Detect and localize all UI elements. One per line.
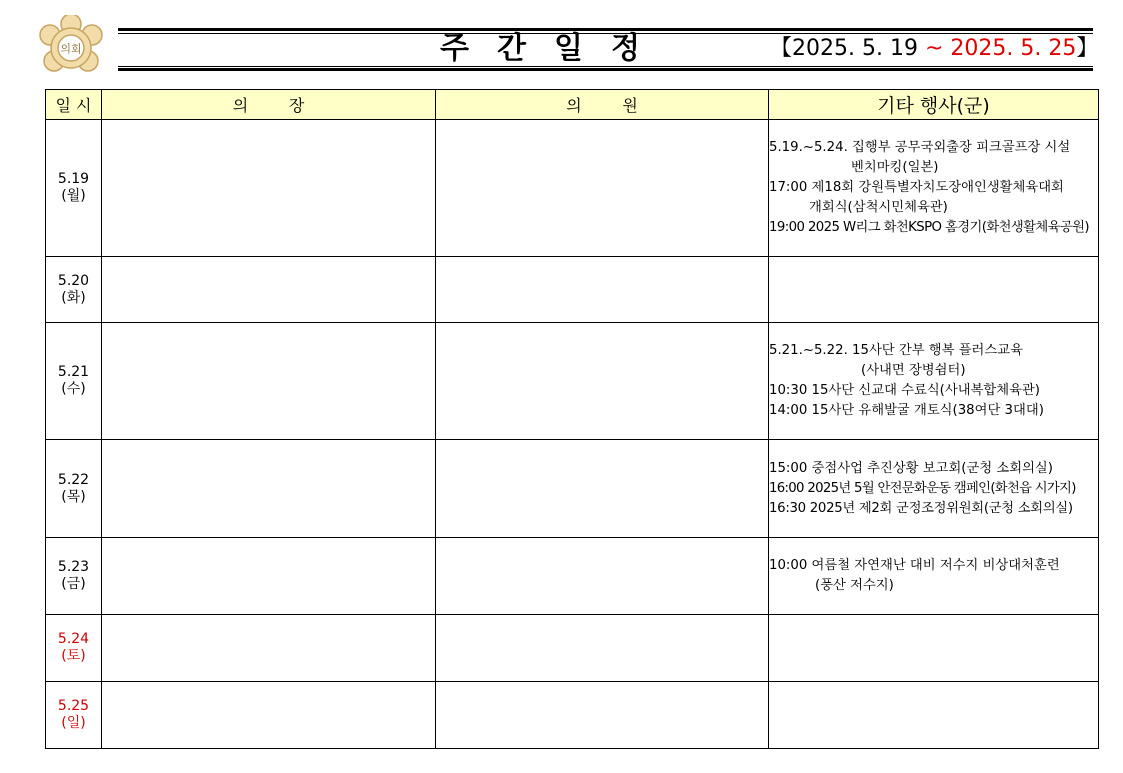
period-tilde: ~ bbox=[924, 36, 944, 61]
other-events-cell bbox=[769, 615, 1099, 682]
column-header-other-events: 기타 행사(군) bbox=[769, 90, 1099, 120]
date-cell bbox=[46, 440, 102, 538]
table-row bbox=[46, 615, 1099, 682]
period-close: 】 bbox=[1076, 36, 1099, 61]
date-label: 5.21 bbox=[57, 364, 90, 380]
other-events-cell bbox=[769, 682, 1099, 749]
other-events-cell bbox=[769, 538, 1099, 615]
date-label: 5.23 bbox=[57, 559, 90, 575]
member-schedule-cell bbox=[436, 120, 769, 257]
event-line: 19:00 2025 W리그 화천KSPO 홈경기(화천생활체육공원) bbox=[769, 220, 1089, 235]
council-emblem-logo bbox=[38, 15, 104, 81]
header-rule-bottom bbox=[118, 68, 1093, 71]
date-cell bbox=[46, 538, 102, 615]
date-label: 5.22 bbox=[57, 471, 90, 488]
date-cell bbox=[46, 682, 102, 749]
event-line: 10:30 15사단 신교대 수료식(사내복합체육관) bbox=[769, 383, 1040, 398]
other-events-cell bbox=[769, 323, 1099, 440]
date-cell bbox=[46, 257, 102, 323]
chair-schedule-cell bbox=[102, 120, 436, 257]
chair-schedule-cell bbox=[102, 323, 436, 440]
member-schedule-cell bbox=[436, 440, 769, 538]
table-row bbox=[46, 257, 1099, 323]
date-cell bbox=[46, 323, 102, 440]
event-line: 14:00 15사단 유해발굴 개토식(38여단 3대대) bbox=[769, 403, 1044, 418]
date-label: 5.24 bbox=[57, 631, 90, 647]
weekday-label: (일) bbox=[61, 715, 86, 731]
date-label: 5.25 bbox=[57, 698, 90, 714]
table-row bbox=[46, 323, 1099, 440]
date-label: 5.19 bbox=[57, 171, 90, 187]
date-cell bbox=[46, 120, 102, 257]
member-schedule-cell bbox=[436, 538, 769, 615]
event-line: 16:00 2025년 5월 안전문화운동 캠페인(화천읍 시가지) bbox=[769, 480, 1076, 496]
weekly-schedule-table bbox=[45, 89, 1099, 749]
member-schedule-cell bbox=[436, 615, 769, 682]
event-line: 10:00 여름철 자연재난 대비 저수지 비상대처훈련 bbox=[769, 558, 1060, 573]
table-row bbox=[46, 538, 1099, 615]
chair-schedule-cell bbox=[102, 440, 436, 538]
event-line: 17:00 제18회 강원특별자치도장애인생활체육대회 bbox=[769, 180, 1064, 195]
schedule-period bbox=[770, 34, 1098, 64]
weekday-label: (월) bbox=[61, 188, 86, 204]
page-title: 주간일정 bbox=[440, 31, 668, 66]
date-label: 5.20 bbox=[57, 272, 90, 289]
weekday-label: (화) bbox=[61, 289, 86, 306]
event-line: 5.21.~5.22. 15사단 간부 행복 플러스교육 bbox=[769, 343, 1023, 358]
column-header-date: 일 시 bbox=[46, 90, 102, 120]
column-header-member: 의 원 bbox=[436, 90, 769, 120]
table-row bbox=[46, 120, 1099, 257]
weekday-label: (금) bbox=[61, 576, 86, 592]
event-line: 개회식(삼척시민체육관) bbox=[809, 200, 948, 215]
weekday-label: (토) bbox=[61, 648, 86, 664]
other-events-cell bbox=[769, 440, 1099, 538]
member-schedule-cell bbox=[436, 257, 769, 323]
table-row bbox=[46, 440, 1099, 538]
chair-schedule-cell bbox=[102, 682, 436, 749]
table-header-row bbox=[46, 90, 1099, 120]
chair-schedule-cell bbox=[102, 538, 436, 615]
table-row bbox=[46, 682, 1099, 749]
other-events-cell bbox=[769, 257, 1099, 323]
other-events-cell bbox=[769, 120, 1099, 257]
weekday-label: (수) bbox=[61, 381, 86, 397]
event-line: 5.19.~5.24. 집행부 공무국외출장 피크골프장 시설 bbox=[769, 140, 1071, 155]
event-line: 벤치마킹(일본) bbox=[851, 160, 939, 175]
member-schedule-cell bbox=[436, 323, 769, 440]
event-line: 16:30 2025년 제2회 군정조정위원회(군청 소회의실) bbox=[769, 500, 1073, 516]
chair-schedule-cell bbox=[102, 615, 436, 682]
period-start: 【2025. 5. 19 bbox=[770, 36, 925, 61]
column-header-chair: 의 장 bbox=[102, 90, 436, 120]
chair-schedule-cell bbox=[102, 257, 436, 323]
logo-text: 의회 bbox=[60, 42, 82, 56]
date-cell bbox=[46, 615, 102, 682]
weekday-label: (목) bbox=[61, 488, 86, 505]
event-line: (사내면 장병쉼터) bbox=[861, 363, 966, 378]
member-schedule-cell bbox=[436, 682, 769, 749]
event-line: 15:00 중점사업 추진상황 보고회(군청 소회의실) bbox=[769, 460, 1053, 476]
period-end: 2025. 5. 25 bbox=[943, 36, 1077, 61]
event-line: (풍산 저수지) bbox=[815, 578, 894, 593]
